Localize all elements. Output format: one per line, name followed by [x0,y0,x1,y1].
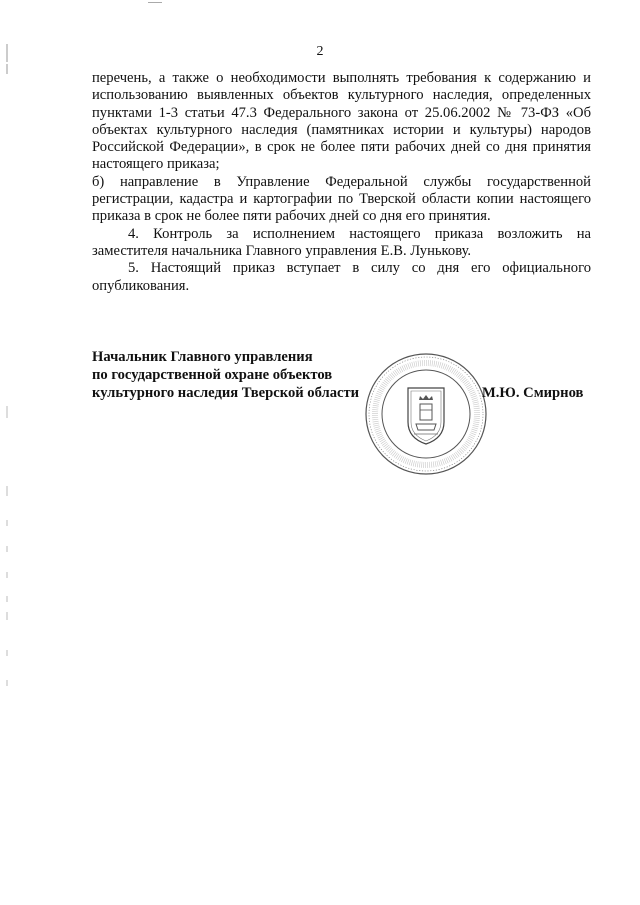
signature-block [92,348,359,402]
signatory-title-line-2: по государственной охране объектов [92,367,333,383]
paragraph-subitem-b: б) направление в Управление Федеральной службы государственной регистрации, кадастра и картографии по Тверской области копии настоящего приказа в срок не более пяти рабочих дней со дня его принятия. [92,173,591,225]
paragraph-item-5: 5. Настоящий приказ вступает в силу со дня его официального опубликования. [92,260,591,294]
document-body [92,70,591,295]
paragraph-list-continuation: перечень, а также о необходимости выполнять требования к содержанию и использованию выявленных объектов культурного наследия, определенных пунктами 1-3 статьи 47.3 Федерального закона от 25.06.2002 № 73-ФЗ «Об объектах культурного наследия (памятниках истории и культуры) народов Российской Федерации», в срок не более пяти рабочих дней со дня принятия настоящего приказа; [92,70,591,173]
binding-hole-marks [4,0,10,905]
signatory-name: М.Ю. Смирнов [482,385,584,401]
paragraph-item-4: 4. Контроль за исполнением настоящего приказа возложить на заместителя начальника Главного управления Е.В. Лунькову. [92,225,591,259]
signatory-title-line-3: культурного наследия Тверской области [92,385,360,401]
page-number: 2 [316,44,324,59]
signatory-title-line-1: Начальник Главного управления [92,349,313,365]
scan-artifact-mark [148,2,162,3]
official-seal-stamp [364,352,488,476]
